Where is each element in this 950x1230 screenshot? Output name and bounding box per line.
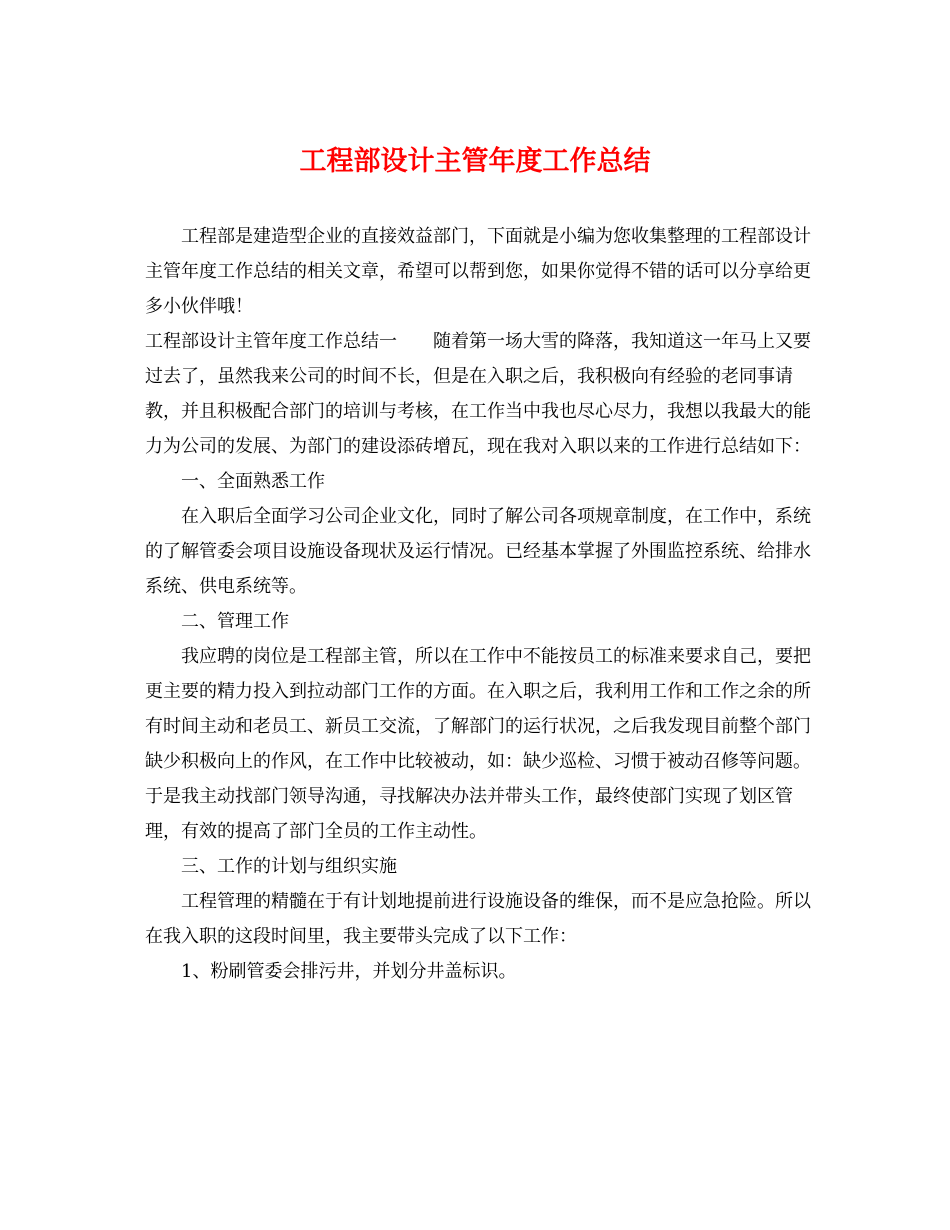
heading-full-familiarization: 一、全面熟悉工作 bbox=[181, 471, 325, 492]
document-title: 工程部设计主管年度工作总结 bbox=[299, 146, 651, 177]
document-body bbox=[145, 219, 813, 989]
familiarization-paragraph: 在入职后全面学习公司企业文化，同时了解公司各项规章制度，在工作中，系统的了解管委会项目设施设备现状及运行情况。已经基本掌握了外围监控系统、给排水系统、供电系统等。 bbox=[145, 506, 811, 597]
section-one-paragraph: 工程部设计主管年度工作总结一 随着第一场大雪的降落，我知道这一年马上又要过去了，虽然我来公司的时间不长，但是在入职之后，我积极向有经验的老同事请教，并且积极配合部门的培训与考核，在工作当中我也尽心尽力，我想以我最大的能力为公司的发展、为部门的建设添砖增瓦，现在我对入职以来的工作进行总结如下： bbox=[145, 331, 811, 457]
heading-planning-implementation: 三、工作的计划与组织实施 bbox=[181, 856, 397, 877]
heading-management-work: 二、管理工作 bbox=[181, 611, 289, 632]
intro-paragraph: 工程部是建造型企业的直接效益部门，下面就是小编为您收集整理的工程部设计主管年度工作总结的相关文章，希望可以帮到您，如果你觉得不错的话可以分享给更多小伙伴哦！ bbox=[145, 226, 811, 317]
management-paragraph: 我应聘的岗位是工程部主管，所以在工作中不能按员工的标准来要求自己，要把更主要的精力投入到拉动部门工作的方面。在入职之后，我利用工作和工作之余的所有时间主动和老员工、新员工交流，了解部门的运行状况，之后我发现目前整个部门缺少积极向上的作风，在工作中比较被动，如：缺少巡检、习惯于被动召修等问题。于是我主动找部门领导沟通，寻找解决办法并带头工作，最终使部门实现了划区管理，有效的提高了部门全员的工作主动性。 bbox=[145, 646, 811, 842]
list-item-1: 1、粉刷管委会排污井，并划分井盖标识。 bbox=[181, 961, 517, 982]
planning-paragraph: 工程管理的精髓在于有计划地提前进行设施设备的维保，而不是应急抢险。所以在我入职的这段时间里，我主要带头完成了以下工作： bbox=[145, 891, 811, 947]
